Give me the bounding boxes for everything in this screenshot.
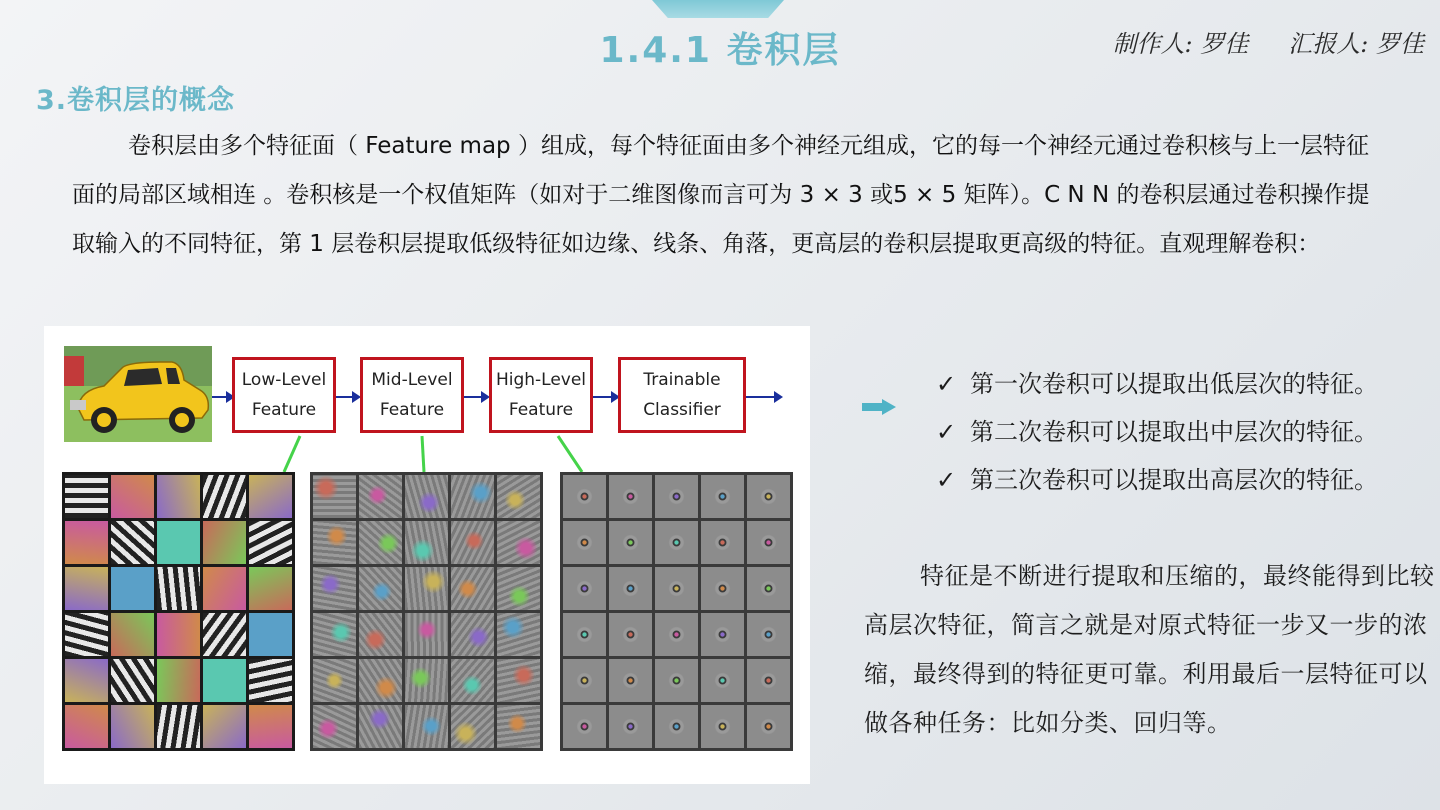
- feature-thumbnail: [405, 567, 448, 610]
- arrow-right-icon: [862, 399, 896, 415]
- feature-thumbnail: [405, 475, 448, 518]
- bullet-item: [936, 456, 1378, 504]
- bullet-text: 第一次卷积可以提取出低层次的特征。: [970, 370, 1378, 398]
- feature-thumbnail: [701, 659, 744, 702]
- stage-label-line1: Low-Level: [241, 370, 327, 390]
- feature-thumbnail: [609, 613, 652, 656]
- feature-thumbnail: [497, 705, 540, 748]
- feature-thumbnail: [701, 567, 744, 610]
- checkmark-icon: ✓: [936, 466, 957, 494]
- feature-thumbnail: [313, 567, 356, 610]
- feature-thumbnail: [701, 613, 744, 656]
- feature-thumbnail: [405, 659, 448, 702]
- feature-thumbnail: [655, 521, 698, 564]
- feature-thumbnail: [563, 705, 606, 748]
- feature-thumbnail: [609, 567, 652, 610]
- feature-thumbnail: [203, 659, 246, 702]
- stage-label-line1: Trainable: [643, 370, 721, 390]
- feature-thumbnail: [609, 705, 652, 748]
- main-paragraph: [72, 122, 1382, 269]
- feature-thumbnail: [313, 659, 356, 702]
- stage-label-line2: Feature: [379, 400, 445, 420]
- feature-thumbnail: [655, 475, 698, 518]
- green-connectors: [44, 326, 810, 486]
- feature-thumbnail: [359, 567, 402, 610]
- main-paragraph-text: 卷积层由多个特征面（ Feature map ）组成，每个特征面由多个神经元组成，它的每一个神经元通过卷积核与上一层特征面的局部区域相连 。卷积核是一个权值矩阵（如对于二维图像而言可为 3 × 3 或5 × 5 矩阵）。C N N 的卷积层通过卷积操作提取输入的不同特征，第 1 层卷积层提取低级特征如边缘、线条、角落，更高层的卷积层提取更高级的特征。: [72, 133, 1370, 257]
- feature-thumbnail: [563, 659, 606, 702]
- feature-thumbnail: [405, 613, 448, 656]
- feature-thumbnail: [359, 521, 402, 564]
- feature-thumbnail: [747, 475, 790, 518]
- feature-thumbnail: [157, 567, 200, 610]
- feature-thumbnail: [249, 475, 292, 518]
- feature-thumbnail: [609, 659, 652, 702]
- feature-thumbnail: [655, 659, 698, 702]
- feature-thumbnail: [65, 659, 108, 702]
- feature-thumbnail: [747, 567, 790, 610]
- feature-thumbnail: [111, 521, 154, 564]
- feature-thumbnail: [65, 567, 108, 610]
- feature-thumbnail: [563, 567, 606, 610]
- feature-thumbnail: [157, 613, 200, 656]
- feature-thumbnail: [451, 659, 494, 702]
- author-reporter: 汇报人: 罗佳: [1288, 30, 1424, 58]
- main-paragraph-tail: 直观理解卷积：: [1159, 231, 1321, 257]
- checkmark-icon: ✓: [936, 418, 957, 446]
- feature-thumbnail: [747, 613, 790, 656]
- feature-thumbnail: [359, 659, 402, 702]
- mid-level-feature-grid: [310, 472, 543, 751]
- feature-thumbnail: [313, 613, 356, 656]
- feature-thumbnail: [203, 613, 246, 656]
- feature-thumbnail: [65, 521, 108, 564]
- feature-thumbnail: [747, 705, 790, 748]
- feature-thumbnail: [451, 613, 494, 656]
- feature-thumbnail: [249, 567, 292, 610]
- feature-thumbnail: [111, 567, 154, 610]
- bullet-item: [936, 360, 1378, 408]
- feature-thumbnail: [563, 613, 606, 656]
- feature-thumbnail: [405, 521, 448, 564]
- feature-thumbnail: [497, 659, 540, 702]
- bullet-list: [936, 360, 1378, 504]
- feature-thumbnail: [157, 705, 200, 748]
- feature-thumbnail: [451, 521, 494, 564]
- feature-thumbnail: [313, 521, 356, 564]
- feature-thumbnail: [655, 567, 698, 610]
- feature-thumbnail: [359, 475, 402, 518]
- feature-thumbnail: [203, 705, 246, 748]
- feature-thumbnail: [405, 705, 448, 748]
- feature-thumbnail: [609, 521, 652, 564]
- bullet-text: 第二次卷积可以提取出中层次的特征。: [970, 418, 1378, 446]
- feature-thumbnail: [203, 567, 246, 610]
- feature-thumbnail: [655, 613, 698, 656]
- feature-thumbnail: [313, 705, 356, 748]
- feature-thumbnail: [497, 521, 540, 564]
- author-info: [1073, 24, 1424, 59]
- feature-thumbnail: [249, 705, 292, 748]
- feature-thumbnail: [701, 521, 744, 564]
- stage-label-line2: Classifier: [643, 400, 721, 420]
- summary-paragraph: 特征是不断进行提取和压缩的，最终能得到比较高层次特征，简言之就是对原式特征一步又一步的浓缩，最终得到的特征更可靠。利用最后一层特征可以做各种任务：比如分类、回归等。: [864, 562, 1435, 737]
- bullet-item: [936, 408, 1378, 456]
- feature-thumbnail: [497, 613, 540, 656]
- feature-thumbnail: [451, 567, 494, 610]
- bullet-text: 第三次卷积可以提取出高层次的特征。: [970, 466, 1378, 494]
- feature-thumbnail: [497, 475, 540, 518]
- stage-label-line2: Feature: [251, 400, 317, 420]
- feature-thumbnail: [747, 659, 790, 702]
- feature-thumbnail: [65, 705, 108, 748]
- feature-thumbnail: [157, 521, 200, 564]
- section-heading: 3.卷积层的概念: [36, 85, 236, 116]
- feature-thumbnail: [65, 613, 108, 656]
- feature-thumbnail: [111, 613, 154, 656]
- feature-thumbnail: [563, 475, 606, 518]
- feature-thumbnail: [609, 475, 652, 518]
- feature-thumbnail: [249, 521, 292, 564]
- low-level-filter-grid: [62, 472, 295, 751]
- feature-thumbnail: [203, 521, 246, 564]
- checkmark-icon: ✓: [936, 370, 957, 398]
- feature-thumbnail: [65, 475, 108, 518]
- feature-thumbnail: [313, 475, 356, 518]
- feature-thumbnail: [111, 659, 154, 702]
- feature-thumbnail: [747, 521, 790, 564]
- feature-thumbnail: [359, 613, 402, 656]
- feature-thumbnail: [451, 475, 494, 518]
- high-level-feature-grid: [560, 472, 793, 751]
- feature-thumbnail: [111, 475, 154, 518]
- title-tab-decoration: [652, 0, 784, 18]
- feature-thumbnail: [249, 659, 292, 702]
- feature-thumbnail: [701, 705, 744, 748]
- feature-thumbnail: [111, 705, 154, 748]
- feature-thumbnail: [157, 475, 200, 518]
- feature-thumbnail: [157, 659, 200, 702]
- feature-thumbnail: [203, 475, 246, 518]
- stage-label-line1: Mid-Level: [371, 370, 453, 390]
- feature-thumbnail: [497, 567, 540, 610]
- author-maker: 制作人: 罗佳: [1112, 30, 1249, 58]
- feature-thumbnail: [701, 475, 744, 518]
- stage-label-line2: Feature: [508, 400, 574, 420]
- cnn-feature-figure: [44, 326, 810, 784]
- stage-label-line1: High-Level: [495, 370, 587, 390]
- feature-thumbnail: [451, 705, 494, 748]
- feature-thumbnail: [359, 705, 402, 748]
- feature-thumbnail: [655, 705, 698, 748]
- feature-thumbnail: [563, 521, 606, 564]
- slide-title: 1.4.1 卷积层: [599, 30, 841, 71]
- feature-thumbnail: [249, 613, 292, 656]
